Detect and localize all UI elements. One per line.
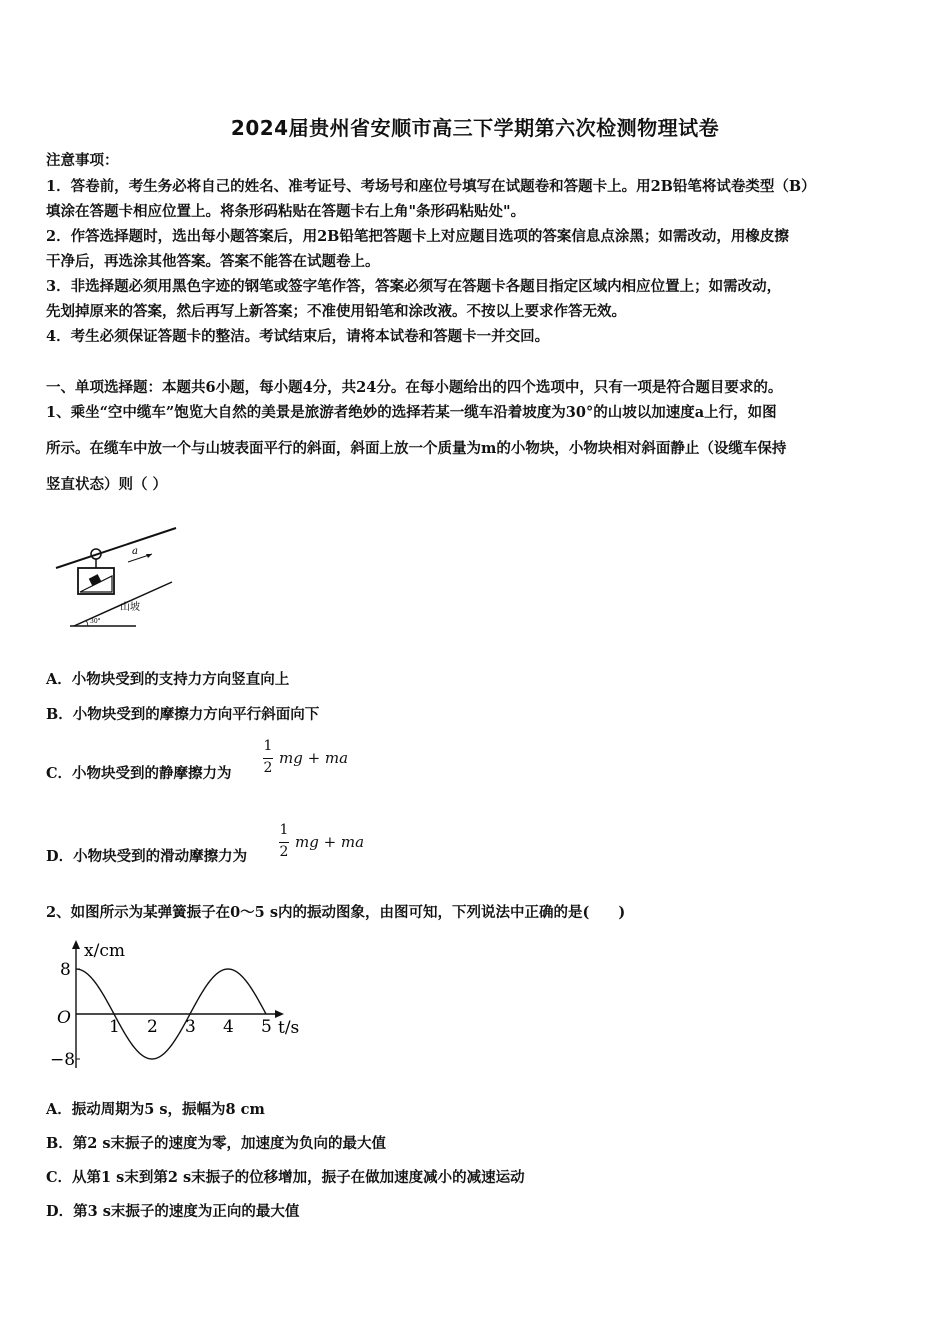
x-axis-arrow [275,1010,284,1018]
y-axis-arrow [72,940,80,949]
notice-line: 先划掉原来的答案，然后再写上新答案；不准使用铅笔和涂改液。不按以上要求作答无效。 [46,303,626,320]
x-tick-label: 3 [185,1017,196,1037]
y-tick-label: 8 [60,960,71,980]
q1-option-c[interactable]: C．小物块受到的静摩擦力为 [46,765,232,782]
x-tick-label: 4 [223,1017,234,1037]
formula-d [278,822,398,866]
page-title: 2024届贵州省安顺市高三下学期第六次检测物理试卷 [230,116,720,140]
x-tick-label: 2 [147,1017,158,1037]
q2-option-a[interactable]: A．振动周期为5 s，振幅为8 cm [46,1101,265,1118]
question-1-line: 竖直状态）则（ ） [46,476,168,493]
q1-option-a[interactable]: A．小物块受到的支持力方向竖直向上 [46,671,290,688]
notice-heading: 注意事项： [46,152,119,169]
notice-line: 1．答卷前，考生务必将自己的姓名、准考证号、考场号和座位号填写在试题卷和答题卡上。用2B铅笔将试卷类型（B） [46,178,816,195]
formula-terms: mg + ma [279,749,349,767]
q1-option-d[interactable]: D．小物块受到的滑动摩擦力为 [46,848,248,865]
cable-line [56,528,176,568]
notice-line: 2．作答选择题时，选出每小题答案后，用2B铅笔把答题卡上对应题目选项的答案信息点涂黑；如需改动，用橡皮擦 [46,228,789,245]
axes [57,940,299,1068]
tick-labels [50,960,272,1070]
q2-option-b[interactable]: B．第2 s末振子的速度为零，加速度为负向的最大值 [46,1135,387,1152]
q1-option-b[interactable]: B．小物块受到的摩擦力方向平行斜面向下 [46,706,320,723]
notice-line: 干净后，再选涂其他答案。答案不能答在试题卷上。 [46,253,380,270]
x-tick-label: 1 [109,1017,120,1037]
cable-car-figure [52,524,182,636]
x-tick-label: 5 [261,1017,272,1037]
formula-c [262,738,382,782]
question-1-line: 所示。在缆车中放一个与山坡表面平行的斜面，斜面上放一个质量为m的小物块，小物块相对斜面静止（设缆车保持 [46,440,787,457]
angle-label: 30° [90,618,101,625]
formula-numerator: 1 [263,738,273,754]
accel-label: a [132,546,138,557]
formula-denominator: 2 [279,844,289,860]
x-axis-label: t/s [278,1018,300,1038]
notice-line: 4．考生必须保证答题卡的整洁。考试结束后，请将本试卷和答题卡一并交回。 [46,328,550,345]
slope-label: 山坡 [120,602,140,613]
q2-option-c[interactable]: C．从第1 s末到第2 s末振子的位移增加，振子在做加速度减小的减速运动 [46,1169,525,1186]
section-heading: 一、单项选择题：本题共6小题，每小题4分，共24分。在每小题给出的四个选项中，只有一项是符合题目要求的。 [46,379,783,396]
question-2-stem: 2、如图所示为某弹簧振子在0～5 s内的振动图象，由图可知，下列说法中正确的是( ) [46,904,626,921]
formula-numerator: 1 [279,822,289,838]
y-axis-label: x/cm [84,941,125,961]
formula-terms: mg + ma [295,833,365,851]
question-1-line: 1、乘坐“空中缆车”饱览大自然的美景是旅游者绝妙的选择若某一缆车沿着坡度为30°的山坡以加速度a上行，如图 [46,404,777,421]
fraction-bar [263,758,273,759]
notice-line: 填涂在答题卡相应位置上。将条形码粘贴在答题卡右上角"条形码粘贴处"。 [46,203,526,220]
oscillation-chart [46,936,316,1076]
notice-line: 3．非选择题必须用黑色字迹的钢笔或签字笔作答，答案必须写在答题卡各题目指定区域内相应位置上；如需改动， [46,278,782,295]
q2-option-d[interactable]: D．第3 s末振子的速度为正向的最大值 [46,1203,300,1220]
formula-denominator: 2 [263,760,273,776]
small-block [89,574,102,586]
fraction-bar [279,842,289,843]
y-tick-label: −8 [50,1050,76,1070]
origin-label: O [57,1008,71,1028]
